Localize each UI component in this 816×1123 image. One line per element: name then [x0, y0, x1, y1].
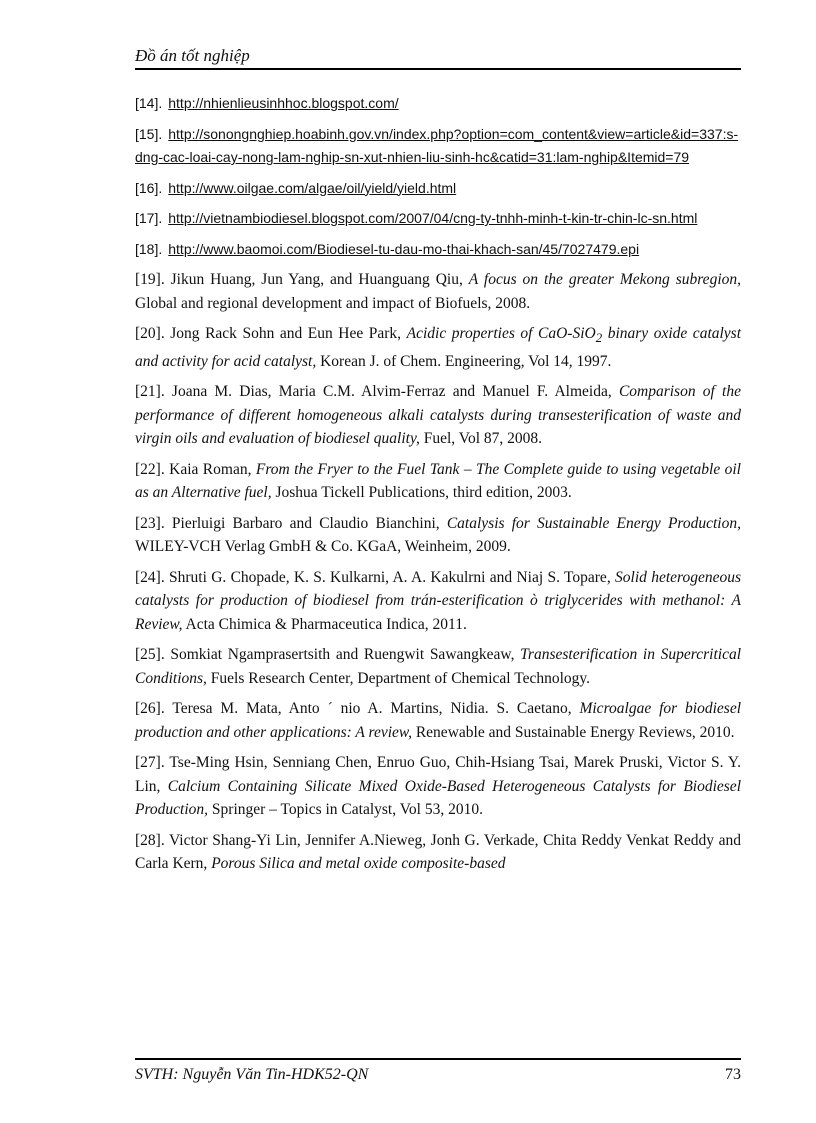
reference-authors: Pierluigi Barbaro and Claudio Bianchini,: [171, 514, 440, 532]
reference-item: [135, 751, 741, 822]
reference-number: [17].: [135, 210, 163, 226]
reference-number: [27].: [135, 754, 165, 772]
reference-item: [135, 322, 741, 373]
reference-title: Porous Silica and metal oxide composite-based: [211, 855, 506, 873]
reference-number: [18].: [135, 240, 163, 257]
reference-title: Comparison of the performance of different homogeneous alkali catalysts during transesterification of waste and virgin oils and evaluation of biodiesel quality,: [135, 383, 741, 448]
reference-item: [135, 829, 741, 876]
reference-authors: Teresa M. Mata, Anto ´ nio A. Martins, Nidia. S. Caetano,: [172, 700, 572, 718]
reference-item: [135, 177, 741, 201]
reference-title: From the Fryer to the Fuel Tank – The Complete guide to using vegetable oil as an Alternative fuel,: [135, 460, 741, 502]
reference-number: [19].: [135, 271, 165, 288]
reference-item: [135, 238, 741, 262]
reference-source: Acta Chimica & Pharmaceutica Indica, 2011.: [185, 615, 467, 633]
reference-title: Calcium Containing Silicate Mixed Oxide-Based Heterogeneous Catalysts for Biodiesel Production,: [135, 777, 741, 819]
reference-item: [135, 207, 741, 231]
reference-title: Transesterification in Supercritical Conditions,: [135, 646, 742, 687]
reference-number: [25].: [135, 646, 165, 664]
reference-item: [135, 458, 741, 505]
reference-source: Fuel, Vol 87, 2008.: [423, 430, 543, 448]
reference-item: [135, 512, 741, 559]
reference-number: [21].: [135, 383, 165, 401]
reference-number: [22].: [135, 460, 165, 478]
reference-number: [14].: [135, 95, 163, 111]
reference-source: WILEY-VCH Verlag GmbH & Co. KGaA, Weinheim, 2009.: [135, 538, 511, 556]
footer-author: SVTH: Nguyễn Văn Tin-HDK52-QN: [135, 1066, 369, 1083]
reference-authors: Victor Shang-Yi Lin, Jennifer A.Nieweg, Jonh G. Verkade, Chita Reddy Venkat Reddy and Carla Kern,: [135, 831, 741, 873]
reference-number: [20].: [135, 325, 165, 342]
reference-link[interactable]: http://www.baomoi.com/Biodiesel-tu-dau-mo-thai-khach-san/45/7027479.epi: [168, 240, 640, 257]
reference-item: [135, 380, 741, 451]
reference-authors: Somkiat Ngamprasertsith and Ruengwit Sawangkeaw,: [170, 646, 515, 664]
reference-authors: Kaia Roman,: [169, 460, 252, 478]
reference-title-part: Acidic properties of CaO-SiO: [406, 325, 596, 342]
reference-source: Renewable and Sustainable Energy Reviews, 2010.: [415, 723, 735, 741]
reference-source: Fuels Research Center, Department of Chemical Technology.: [210, 669, 591, 687]
reference-number: [15].: [135, 125, 163, 142]
reference-number: [24].: [135, 568, 165, 586]
reference-title: Microalgae for biodiesel production and other applications: A review,: [135, 700, 742, 741]
reference-number: [26].: [135, 700, 165, 718]
reference-link[interactable]: http://nhienlieusinhhoc.blogspot.com/: [168, 95, 399, 111]
reference-link[interactable]: http://www.oilgae.com/algae/oil/yield/yield.html: [168, 179, 457, 196]
reference-source: Joshua Tickell Publications, third edition, 2003.: [275, 484, 572, 502]
reference-item: [135, 697, 741, 744]
reference-authors: Shruti G. Chopade, K. S. Kulkarni, A. A. Kakulrni and Niaj S. Topare,: [169, 568, 611, 586]
reference-number: [16].: [135, 179, 163, 196]
reference-authors: Jikun Huang, Jun Yang, and Huanguang Qiu,: [170, 271, 463, 288]
reference-item: [135, 268, 741, 315]
reference-authors: Jong Rack Sohn and Eun Hee Park,: [170, 325, 402, 342]
reference-source: Korean J. of Chem. Engineering, Vol 14, 1997.: [320, 352, 612, 370]
page-number: 73: [725, 1066, 741, 1083]
header-title: Đồ án tốt nghiệp: [135, 46, 250, 65]
reference-authors: Tse-Ming Hsin, Senniang Chen, Enruo Guo, Chih-Hsiang Tsai, Marek Pruski, Victor S. Y. Lin,: [135, 754, 741, 795]
reference-item: [135, 92, 741, 116]
reference-item: [135, 566, 741, 637]
reference-number: [23].: [135, 514, 165, 532]
reference-link[interactable]: http://vietnambiodiesel.blogspot.com/2007/04/cng-ty-tnhh-minh-t-kin-tr-chin-lc-sn.html: [168, 210, 698, 226]
page-footer: [135, 1058, 741, 1084]
reference-source: Springer – Topics in Catalyst, Vol 53, 2010.: [211, 801, 483, 819]
reference-item: [135, 643, 741, 690]
reference-number: [28].: [135, 831, 165, 849]
reference-list: [135, 92, 741, 883]
reference-authors: Joana M. Dias, Maria C.M. Alvim-Ferraz and Manuel F. Almeida,: [171, 383, 612, 401]
reference-title-part: binary oxide catalyst and activity for acid catalyst,: [135, 325, 742, 370]
reference-title: A focus on the greater Mekong subregion,: [468, 271, 741, 288]
reference-item: [135, 123, 741, 170]
reference-title: Solid heterogeneous catalysts for production of biodiesel from trán-esterification ò triglycerides with methanol: A Review,: [135, 568, 742, 633]
reference-link[interactable]: http://sonongnghiep.hoabinh.gov.vn/index.php?option=com_content&view=article&id=337:s-dng-cac-loai-cay-nong-lam-nghip-sn-xut-nhien-liu-sinh-hc&catid=31:lam-nghip&Itemid=79: [135, 125, 739, 165]
reference-title: Catalysis for Sustainable Energy Production,: [446, 514, 741, 532]
reference-title-subscript: 2: [595, 330, 603, 346]
reference-source: Global and regional development and impact of Biofuels, 2008.: [135, 294, 531, 312]
page-header: [135, 46, 741, 70]
